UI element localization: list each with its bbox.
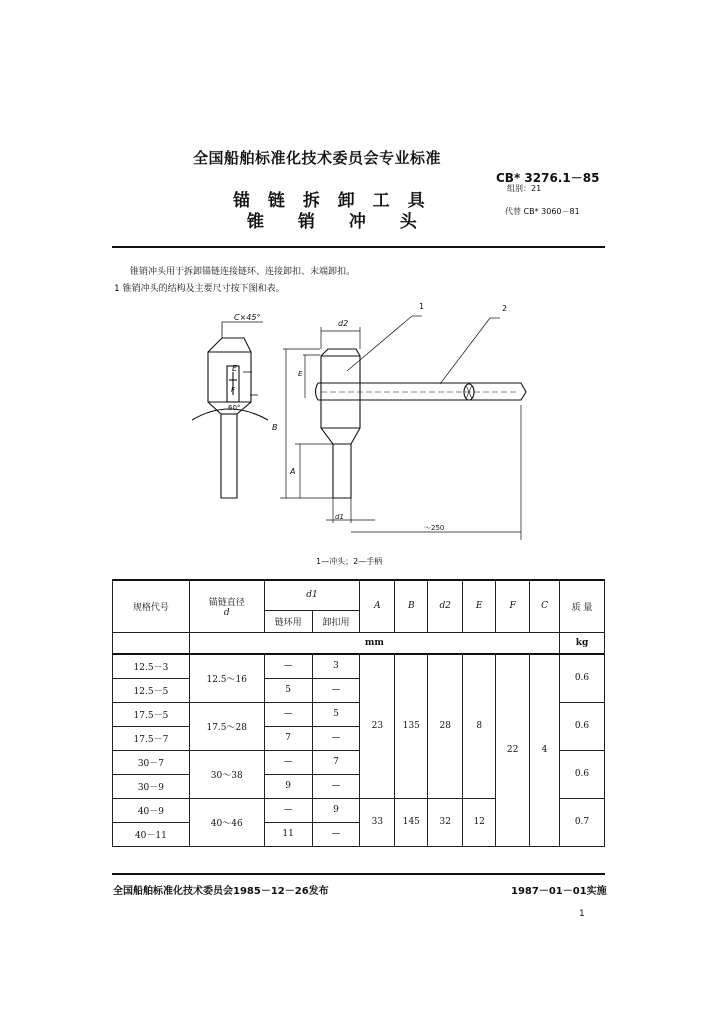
value-E-2: 12 (463, 798, 496, 846)
table-row: 40－9 40～46 — 9 33 145 32 12 0.7 (113, 798, 605, 822)
header-shackle: 卸扣用 (312, 610, 360, 632)
d2-dim-label: d2 (338, 319, 349, 328)
unit-kg: kg (560, 632, 605, 654)
table-row: 40－11 11 — (113, 822, 605, 846)
part-1-label: 1 (419, 302, 425, 311)
value-A-1: 23 (360, 654, 395, 798)
header-C: C (530, 580, 560, 632)
issue-date: 全国船舶标准化技术委员会1985－12－26发布 (113, 886, 329, 897)
b-dim-label: B (272, 423, 278, 432)
table-row: 30－9 9 — (113, 774, 605, 798)
table-row: 17.5－7 7 — (113, 726, 605, 750)
standard-subtitle: 锥 销 冲 头 (247, 212, 431, 232)
effective-date: 1987－01－01实施 (511, 886, 607, 897)
a-dim-label: A (290, 467, 296, 476)
value-A-2: 33 (360, 798, 395, 846)
value-B-2: 145 (395, 798, 428, 846)
angle-label: 60° (228, 404, 241, 412)
d1-dim-label: d1 (335, 513, 344, 521)
standard-title: 锚 链 拆 卸 工 具 (233, 191, 431, 211)
header-ring: 链环用 (264, 610, 312, 632)
intro-paragraph: 锥销冲头用于拆卸锚链连接链环、连接卸扣、末端卸扣。 (130, 267, 356, 277)
dimension-table (112, 579, 605, 847)
header-d2: d2 (428, 580, 463, 632)
header-E: E (463, 580, 496, 632)
e-dim-label: E (298, 370, 303, 378)
header-chain-diameter-symbol: d (223, 607, 230, 618)
group-number: 组别：21 (507, 184, 542, 193)
figure-caption: 1—冲头；2—手柄 (316, 557, 383, 566)
header-code: 规格代号 (113, 580, 190, 632)
table-row: 12.5－5 5 — (113, 678, 605, 702)
issuing-organization: 全国船舶标准化技术委员会专业标准 (193, 149, 442, 167)
header-d1: d1 (264, 580, 360, 610)
value-d2-1: 28 (428, 654, 463, 798)
header-B: B (395, 580, 428, 632)
value-C: 4 (530, 654, 560, 846)
e-label: E (232, 364, 238, 373)
unit-spacer (113, 632, 190, 654)
f-label: F (231, 386, 236, 394)
value-d2-2: 32 (428, 798, 463, 846)
footer-divider (112, 873, 605, 875)
page-number: 1 (579, 909, 585, 919)
value-F: 22 (496, 654, 530, 846)
part-2-label: 2 (502, 304, 508, 313)
length-label: ～250 (424, 524, 445, 532)
value-B-1: 135 (395, 654, 428, 798)
header-chain-diameter: 锚链直径 d (189, 580, 264, 632)
table-row: 30－7 30～38 — 7 0.6 (113, 750, 605, 774)
chamfer-label: C×45° (234, 313, 261, 322)
value-E-1: 8 (463, 654, 496, 798)
section-1-text: 1 锥销冲头的结构及主要尺寸按下图和表。 (114, 284, 285, 294)
header-F: F (496, 580, 530, 632)
replaces-standard: 代替 CB* 3060－81 (505, 207, 580, 216)
header-mass: 质 量 (560, 580, 605, 632)
table-row: 17.5－5 17.5～28 — 5 0.6 (113, 702, 605, 726)
header-A: A (360, 580, 395, 632)
standard-code: CB* 3276.1－85 (496, 171, 600, 185)
unit-mm: mm (189, 632, 559, 654)
table-row: 12.5－3 12.5～16 — 3 23 135 28 8 22 4 0.6 (113, 654, 605, 678)
